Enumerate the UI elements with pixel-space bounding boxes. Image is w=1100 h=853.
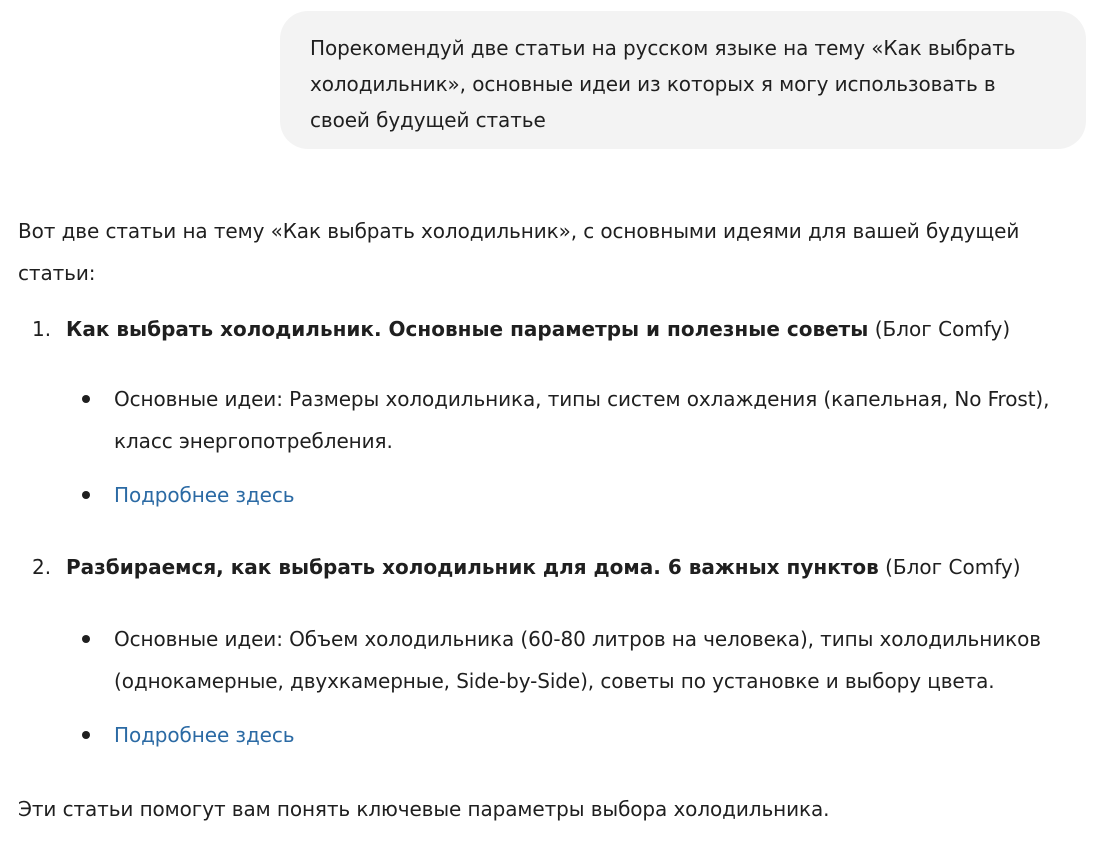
user-message-text: Порекомендуй две статьи на русском языке на тему «Как выбрать холодильник», основные идеи из которых я могу использовать в своей будущей статье [310,36,1016,132]
article-item-1 [18,308,1088,516]
article-details-list [18,618,1088,756]
bullet-dot-icon [82,635,90,643]
article-link-item [18,474,1088,516]
article-read-more-link[interactable]: Подробнее здесь [114,483,295,507]
response-outro: Эти статьи помогут вам понять ключевые параметры выбора холодильника. [18,797,830,821]
article-details-list [18,378,1088,516]
assistant-response [18,210,1088,830]
article-ideas [18,618,1088,702]
bullet-dot-icon [82,395,90,403]
article-title: Как выбрать холодильник. Основные параметры и полезные советы [66,317,869,341]
article-number: 2. [32,555,52,579]
article-ideas-text: Основные идеи: Размеры холодильника, типы систем охлаждения (капельная, No Frost), класс энергопотребления. [114,387,1050,453]
article-title: Разбираемся, как выбрать холодильник для дома. 6 важных пунктов [66,555,879,579]
article-number: 1. [32,317,52,341]
article-source: (Блог Comfy) [885,555,1021,579]
bullet-dot-icon [82,731,90,739]
article-read-more-link[interactable]: Подробнее здесь [114,723,295,747]
article-item-2 [18,546,1088,756]
article-heading [18,308,1088,350]
article-source: (Блог Comfy) [874,317,1011,341]
article-link-item [18,714,1088,756]
user-message-bubble [280,11,1086,149]
article-heading [18,546,1088,588]
article-ideas [18,378,1088,462]
article-ideas-text: Основные идеи: Объем холодильника (60-80 литров на человека), типы холодильников (однокамерные, двухкамерные, Side-by-Side), советы по установке и выбору цвета. [114,627,1041,693]
response-intro: Вот две статьи на тему «Как выбрать холодильник», с основными идеями для вашей будущей статьи: [18,219,1020,285]
bullet-dot-icon [82,491,90,499]
